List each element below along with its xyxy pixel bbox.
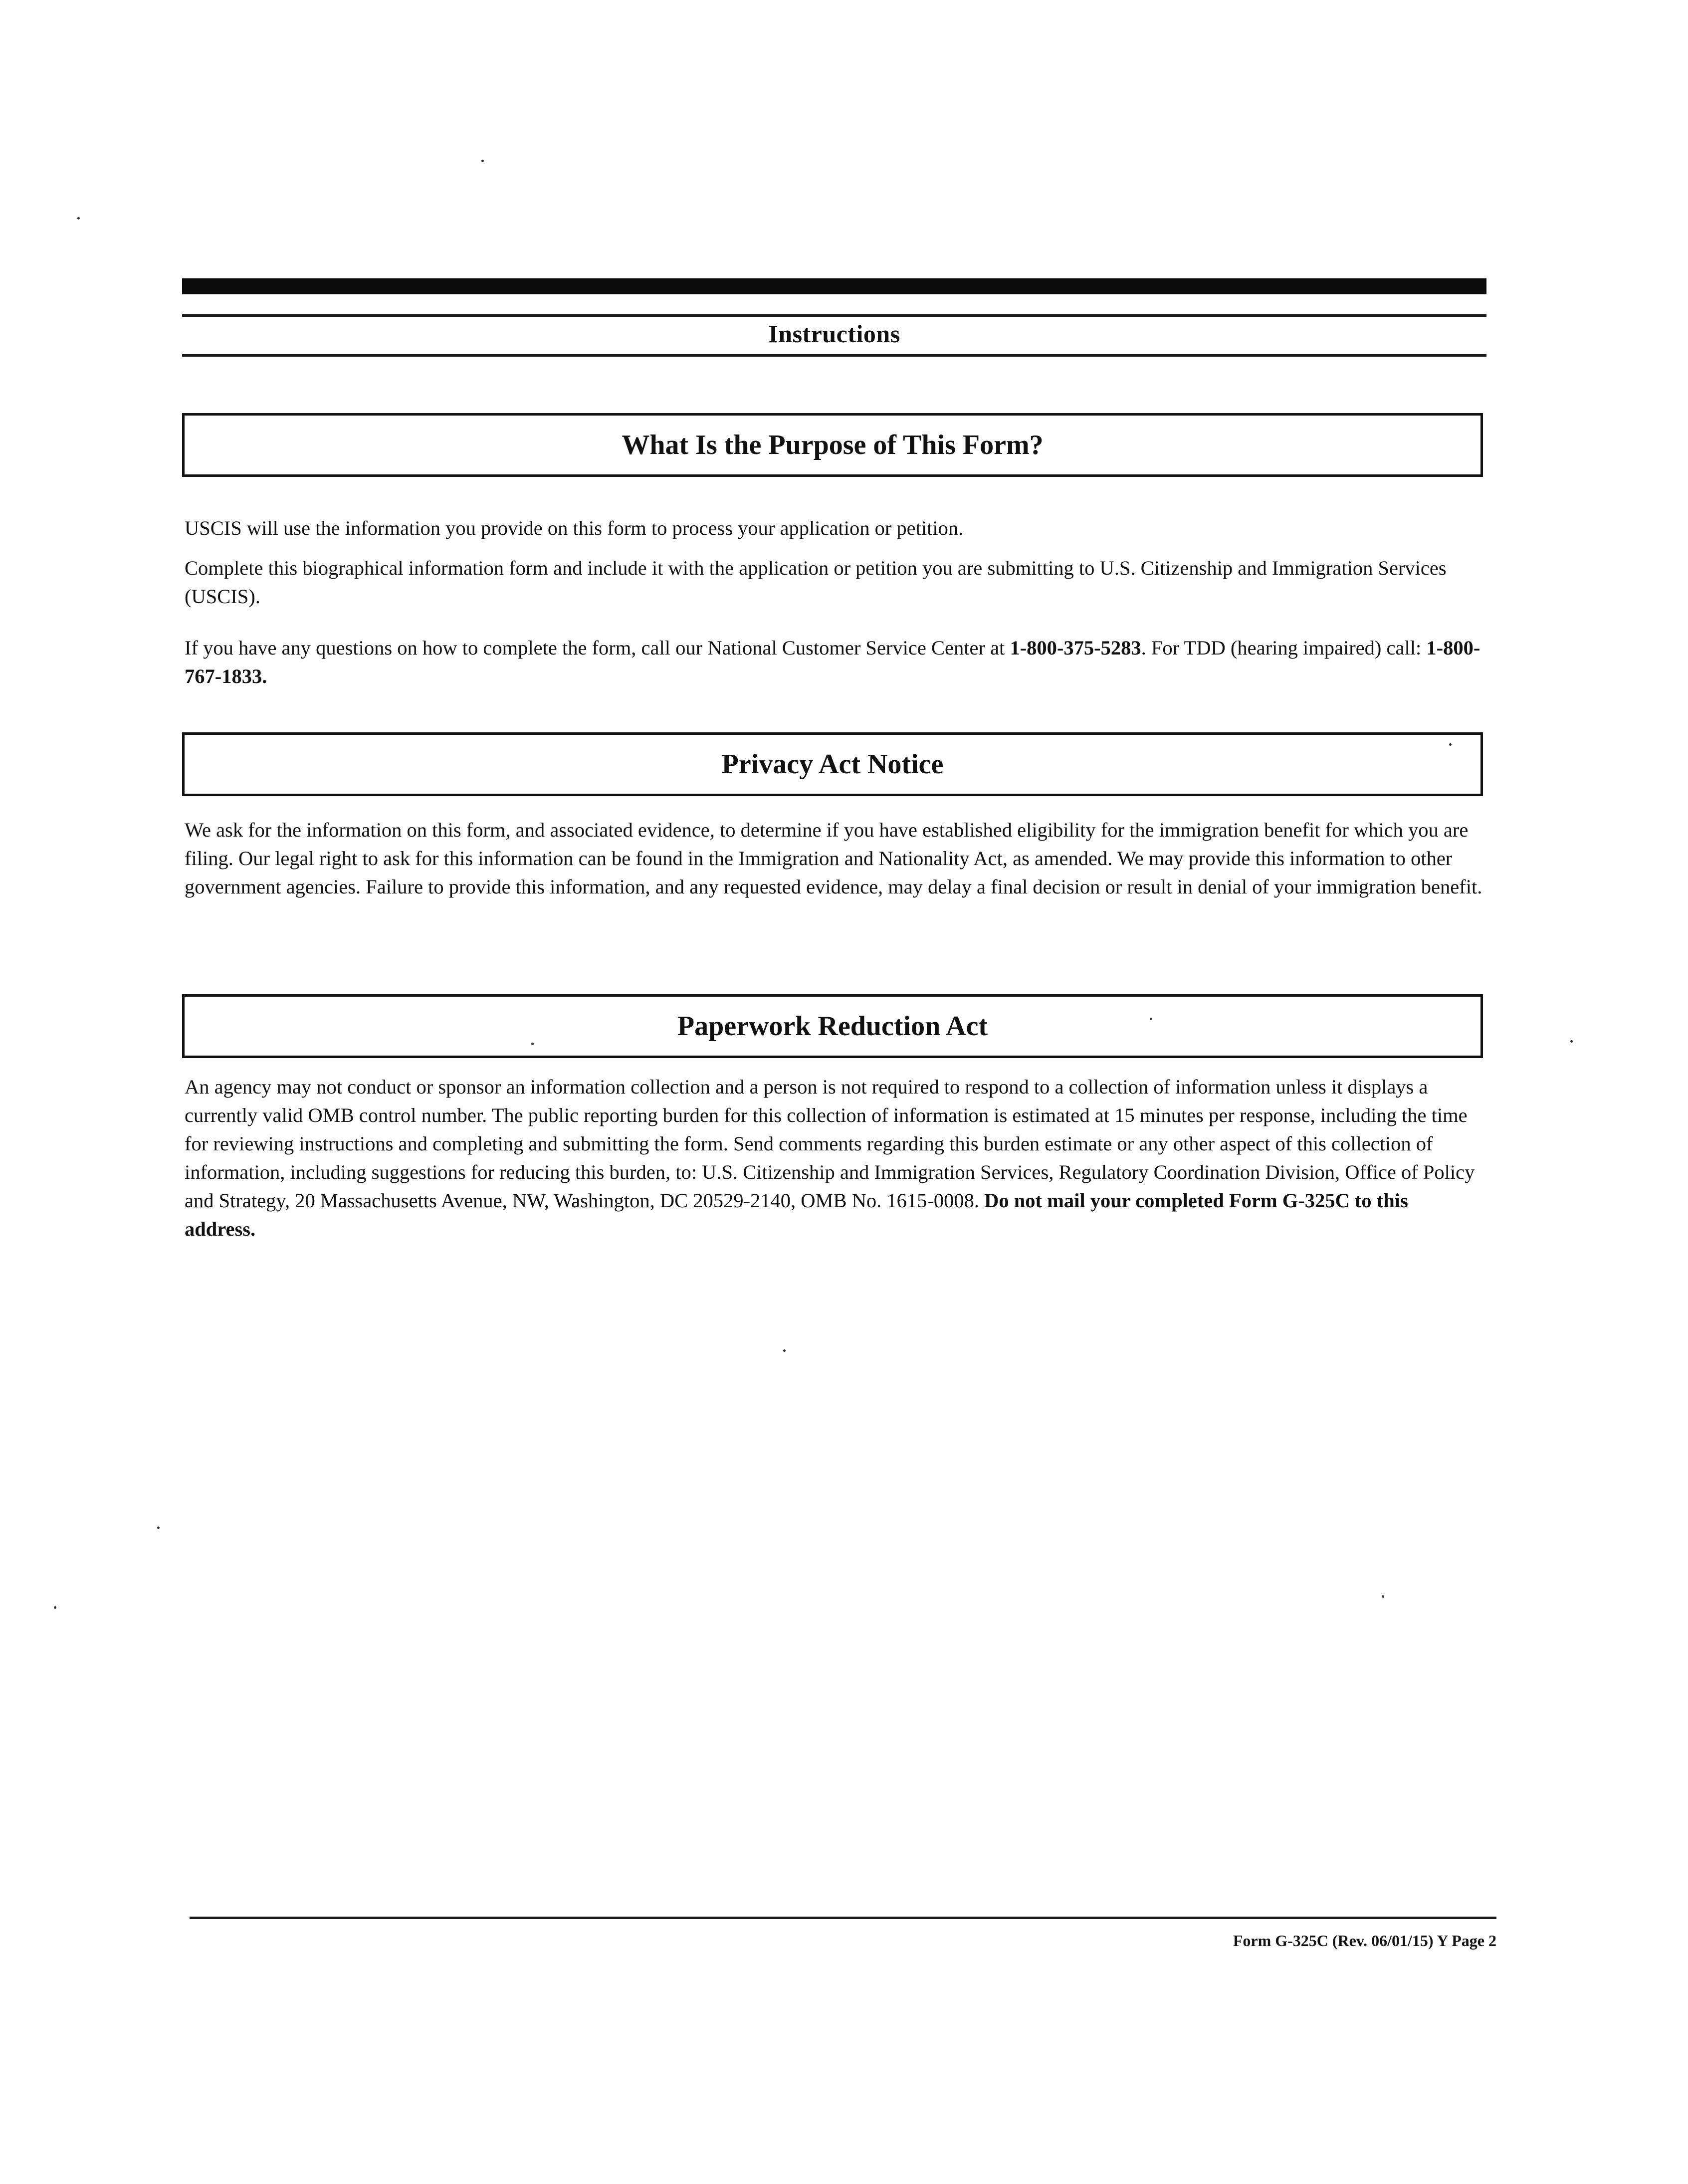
paperwork-paragraph xyxy=(185,1073,1484,1243)
page-title: Instructions xyxy=(768,320,900,348)
scan-speck xyxy=(1570,1040,1573,1043)
scan-speck xyxy=(1449,743,1452,746)
footer-rule xyxy=(190,1917,1496,1919)
purpose-paragraph-2: Complete this biographical information form and include it with the application or petition you are submitting to U.S. Citizenship and Immigration Services (USCIS). xyxy=(185,557,1447,608)
contact-text-before: If you have any questions on how to complete the form, call our National Customer Service Center at xyxy=(185,637,1010,659)
header-thin-rule xyxy=(182,314,1486,317)
scan-speck xyxy=(77,217,80,219)
tdd-phone-number: 1-800-767-1833 xyxy=(185,637,1480,687)
scan-speck xyxy=(783,1349,786,1352)
scan-speck xyxy=(1382,1595,1384,1598)
scan-speck xyxy=(531,1043,534,1045)
purpose-paragraph-1: USCIS will use the information you provide on this form to process your application or petition. xyxy=(185,517,964,539)
scan-speck xyxy=(1150,1018,1152,1020)
header-heavy-rule xyxy=(182,278,1486,294)
contact-text-middle: . For TDD (hearing impaired) call: xyxy=(1141,637,1427,659)
privacy-paragraph: We ask for the information on this form, and associated evidence, to determine if you have established eligibility for the immigration benefit for which you are filing. Our legal right to ask for this information can be found in the Immigration and Nationality Act, as amended. We may provide this information to other government agencies. Failure to provide this information, and any requested evidence, may delay a final decision or result in denial of your immigration benefit. xyxy=(185,819,1482,898)
scan-speck xyxy=(157,1527,160,1529)
title-underline-rule xyxy=(182,354,1486,357)
paperwork-section-title: Paperwork Reduction Act xyxy=(677,1011,988,1042)
paperwork-section-header xyxy=(182,994,1483,1058)
paperwork-bold-note: Do not mail your completed Form G-325C to this address. xyxy=(185,1189,1408,1240)
contact-text-after: . xyxy=(262,665,267,687)
paperwork-body-text: An agency may not conduct or sponsor an information collection and a person is not required to respond to a collection of information unless it displays a currently valid OMB control number. The public reporting burden for this collection of information is estimated at 15 minutes per response, including the time for reviewing instructions and completing and submitting the form. Send comments regarding this burden estimate or any other aspect of this collection of information, including suggestions for reducing this burden, to: U.S. Citizenship and Immigration Services, Regulatory Coordination Division, Office of Policy and Strategy, 20 Massachusetts Avenue, NW, Washington, DC 20529-2140, OMB No. 1615-0008. xyxy=(185,1076,1475,1212)
privacy-section-title: Privacy Act Notice xyxy=(721,749,944,780)
ncsc-phone-number: 1-800-375-5283 xyxy=(1010,637,1141,659)
scan-speck xyxy=(481,160,484,162)
privacy-section-header xyxy=(182,732,1483,796)
purpose-section-header xyxy=(182,413,1483,477)
contact-paragraph xyxy=(185,634,1484,690)
form-edition-footer: Form G-325C (Rev. 06/01/15) Y Page 2 xyxy=(1233,1932,1496,1950)
scan-speck xyxy=(54,1606,56,1609)
purpose-section-title: What Is the Purpose of This Form? xyxy=(622,430,1044,460)
